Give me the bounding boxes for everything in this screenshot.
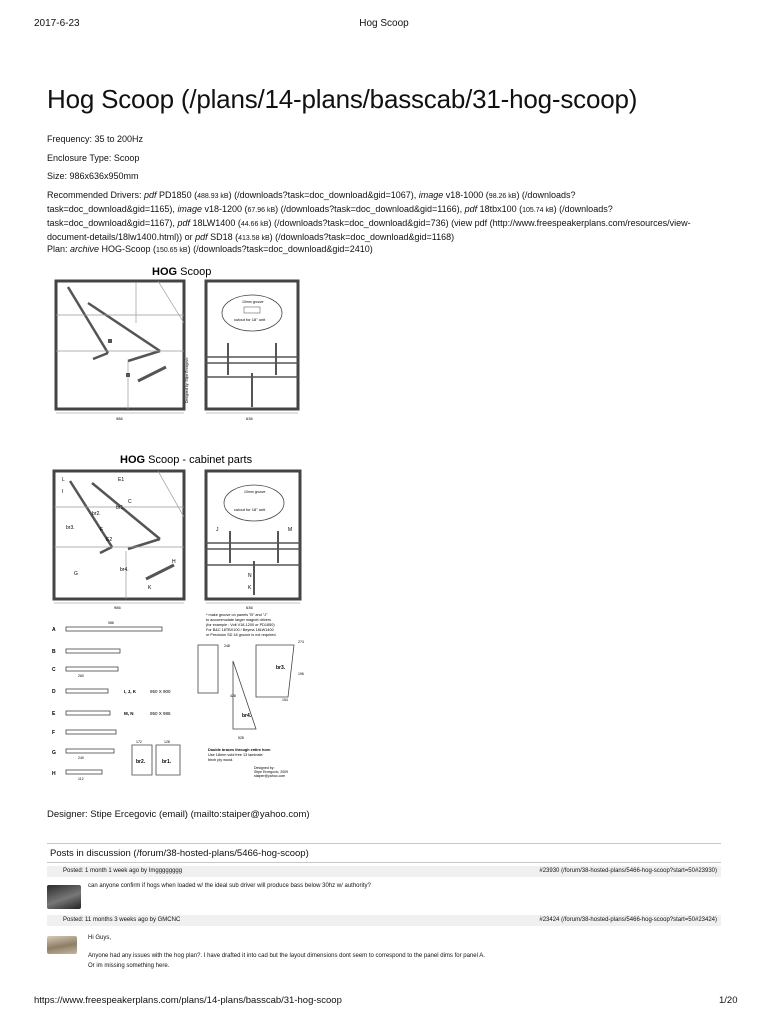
drawing-title: HOG Scoop (152, 266, 212, 278)
svg-text:B: B (52, 649, 56, 655)
footer-url[interactable]: https://www.freespeakerplans.com/plans/14-plans/basscab/31-hog-scoop (34, 995, 342, 1006)
svg-text:G: G (74, 571, 78, 577)
svg-text:10mm groove: 10mm groove (242, 300, 264, 304)
drivers-line-2[interactable]: task=doc_download&gid=1165), image v18-1200 (67.96 kB) (/downloads?task=doc_download&gid=1166), pdf 18tbx100 (105.74 kB) (/downloads? (47, 204, 613, 214)
svg-text:br4.: br4. (242, 713, 252, 719)
svg-text:G: G (52, 750, 56, 756)
svg-text:196: 196 (298, 672, 304, 676)
hog-scoop-cabinet-parts-drawing (48, 447, 310, 782)
svg-text:J: J (216, 527, 219, 533)
hog-scoop-plan-drawing (48, 263, 306, 428)
divider (47, 862, 721, 863)
svg-text:H: H (52, 771, 56, 777)
avatar (47, 936, 77, 954)
frequency: Frequency: 35 to 200Hz (47, 134, 144, 144)
svg-text:C: C (52, 667, 56, 673)
post-meta: Posted: 1 month 1 week ago by Imgggggggg (63, 868, 183, 874)
recommended-drivers[interactable] (47, 189, 691, 245)
svg-text:Designed by: Stipe Ercegov: Designed by: Stipe Ercegovic, 2009 staiper@yahoo.com (254, 766, 289, 778)
print-title: Hog Scoop (359, 18, 409, 29)
svg-text:154: 154 (282, 698, 288, 702)
enclosure-type: Enclosure Type: Scoop (47, 153, 140, 163)
size: Size: 986x636x950mm (47, 171, 139, 181)
svg-text:C: C (128, 499, 132, 505)
designer-credit[interactable]: Designer: Stipe Ercegovic (email) (mailto:staiper@yahoo.com) (47, 809, 310, 820)
svg-text:F: F (100, 527, 104, 533)
svg-text:E1: E1 (118, 477, 125, 483)
post-body: Hi Guys, Anyone had any issues with the hog plan?. I have drafted it into cad but the layout dimensions dont seem to correspond to the panel dims for panel A. Or im missing something here. (88, 935, 485, 969)
svg-text:E2: E2 (106, 537, 113, 543)
svg-text:K: K (148, 585, 152, 591)
svg-text:112: 112 (78, 777, 84, 781)
drivers-line-3[interactable]: task=doc_download&gid=1167), pdf 18LW1400 (44.66 kB) (/downloads?task=doc_download&gid=736) (view pdf (http://www.freespeakerplans.com/resources/view- (47, 218, 691, 228)
post-meta: Posted: 11 months 3 weeks ago by GMCNC (63, 917, 181, 923)
svg-text:428: 428 (230, 694, 236, 698)
svg-text:F: F (52, 730, 56, 736)
svg-text:128: 128 (164, 740, 170, 744)
svg-text:172: 172 (136, 740, 142, 744)
avatar (47, 885, 81, 909)
svg-text:H: H (172, 559, 176, 565)
svg-text:br3.: br3. (66, 525, 75, 531)
svg-text:950 X 986: 950 X 986 (150, 711, 171, 716)
svg-text:986: 986 (108, 621, 114, 625)
svg-text:Double braces through entire h: Double braces through entire horn Use 18mm void free 13 laminate birch ply wood. (208, 748, 271, 762)
svg-text:K: K (248, 585, 252, 591)
svg-text:br3.: br3. (276, 665, 286, 671)
drivers-line-4[interactable]: document-details/18lw1400.html)) or pdf SD18 (413.58 kB) (/downloads?task=doc_download&gid=1168) (47, 232, 455, 242)
svg-text:A: A (52, 627, 56, 633)
svg-text:* make groove on panels "B" an: * make groove on panels "B" and "J" to accommodate larger magnet drivers (for example : Volt V18-1200 or PD1850) For B&C 18TBX100 / Beyma 18LW1400 or Precision SD 18 groove is not required. (206, 613, 277, 637)
svg-text:br2.: br2. (92, 511, 101, 517)
svg-text:986: 986 (114, 605, 121, 610)
svg-text:636: 636 (246, 416, 253, 421)
drivers-line-1[interactable]: Recommended Drivers: pdf PD1850 (488.93 kB) (/downloads?task=doc_download&gid=1067), image v18-1000 (98.26 kB) (/downloads? (47, 190, 576, 200)
svg-text:cutout for 18" unit: cutout for 18" unit (234, 507, 266, 512)
svg-text:I: I (62, 489, 64, 495)
print-date: 2017-6-23 (34, 18, 80, 29)
post-permalink[interactable]: #23424 (/forum/38-hosted-plans/5466-hog-scoop?start=50#23424) (539, 917, 717, 923)
svg-text:274: 274 (298, 640, 304, 644)
post-header (47, 866, 721, 877)
svg-text:950 X 900: 950 X 900 (150, 689, 171, 694)
post-permalink[interactable]: #23930 (/forum/38-hosted-plans/5466-hog-scoop?start=50#23930) (539, 868, 717, 874)
posts-heading[interactable]: Posts in discussion (/forum/38-hosted-plans/5466-hog-scoop) (50, 848, 309, 859)
svg-text:br4.: br4. (120, 567, 129, 573)
svg-text:248: 248 (224, 644, 230, 648)
svg-text:L: L (62, 477, 65, 483)
svg-text:I, J, K: I, J, K (124, 689, 137, 694)
svg-text:br2.: br2. (136, 759, 146, 765)
svg-text:E: E (52, 711, 56, 717)
post-body: can anyone confirm if hogs when loaded w/ the ideal sub driver will produce bass below 30hz w/ authority? (88, 883, 371, 889)
svg-text:260: 260 (78, 674, 84, 678)
svg-text:cutout for 18" unit: cutout for 18" unit (234, 317, 266, 322)
svg-text:M: M (288, 527, 293, 533)
divider (47, 843, 721, 844)
page-number: 1/20 (719, 995, 738, 1006)
svg-text:D: D (52, 689, 56, 695)
svg-text:br1.: br1. (116, 505, 125, 511)
post-header (47, 915, 721, 926)
page-title: Hog Scoop (/plans/14-plans/basscab/31-hog-scoop) (47, 84, 638, 114)
svg-text:10mm groove: 10mm groove (244, 490, 266, 494)
svg-text:986: 986 (116, 416, 123, 421)
svg-text:N: N (248, 573, 252, 579)
drawing-title: HOG Scoop - cabinet parts (120, 454, 253, 466)
svg-text:636: 636 (246, 605, 253, 610)
svg-text:528: 528 (238, 736, 244, 740)
svg-text:br1.: br1. (162, 759, 172, 765)
svg-text:240: 240 (78, 756, 84, 760)
svg-text:Designed by: Stipe Ercegovic: Designed by: Stipe Ercegovic (185, 357, 189, 403)
plan-download[interactable]: Plan: archive HOG-Scoop (150.65 kB) (/downloads?task=doc_download&gid=2410) (47, 244, 373, 254)
svg-text:M, N: M, N (124, 711, 134, 716)
